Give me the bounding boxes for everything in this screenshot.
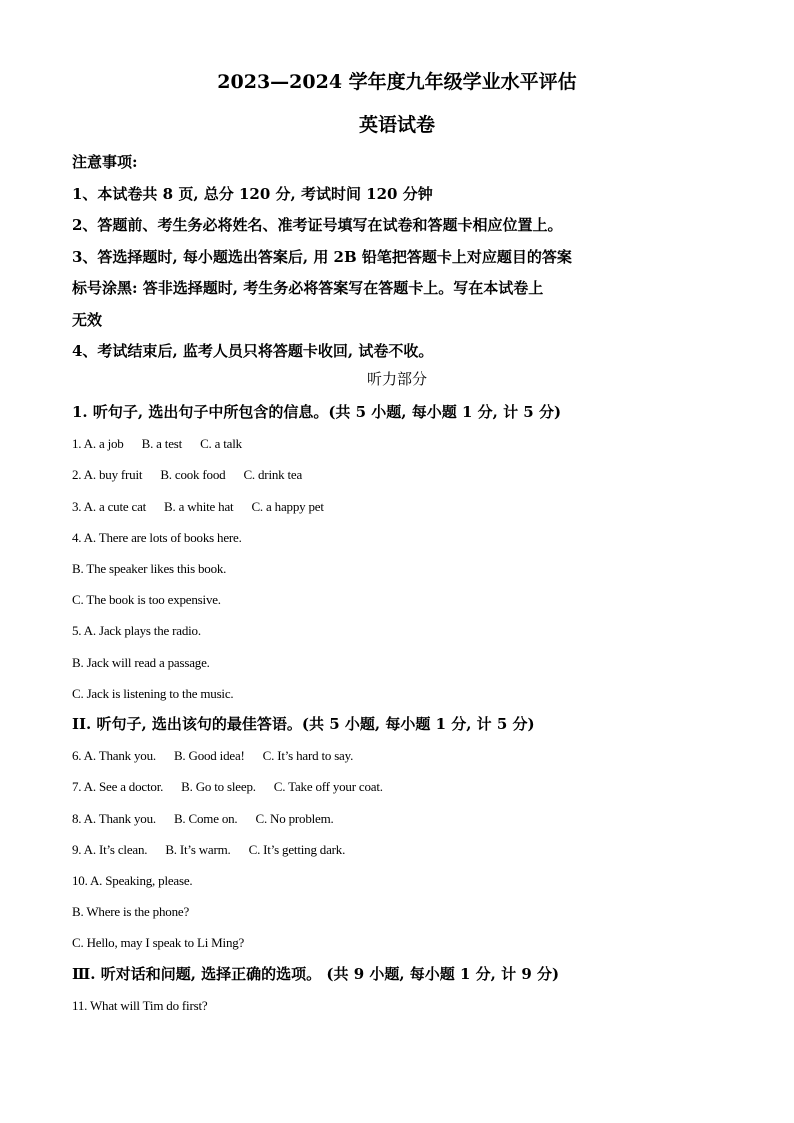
exam-title: 2023—2024 学年度九年级学业水平评估 xyxy=(217,71,577,93)
answer-option: C. Jack is listening to the music. xyxy=(72,685,234,701)
part-title: 听力部分 xyxy=(366,370,427,388)
note-line: 1、本试卷共 8 页, 总分 120 分, 考试时间 120 分钟 xyxy=(72,184,433,203)
note-line: 标号涂黑: 答非选择题时, 考生务必将答案写在答题卡上。写在本试卷上 xyxy=(72,279,544,297)
note-line: 2、答题前、考生务必将姓名、准考证号填写在试卷和答题卡相应位置上。 xyxy=(72,216,563,234)
answer-option: B. Come on. xyxy=(173,810,238,826)
answer-option: C. The book is too expensive. xyxy=(72,592,221,608)
answer-option: B. Go to sleep. xyxy=(181,779,256,795)
question-line xyxy=(72,491,732,522)
answer-option: 2. A. buy fruit xyxy=(72,467,143,483)
answer-option: 10. A. Speaking, please. xyxy=(72,873,193,889)
question-line xyxy=(72,740,732,771)
section-heading: 1. 听句子, 选出句子中所包含的信息。(共 5 小题, 每小题 1 分, 计 5 分) xyxy=(72,403,562,421)
answer-option: 4. A. There are lots of books here. xyxy=(72,529,242,545)
answer-option: B. It’s warm. xyxy=(165,841,231,857)
question-line xyxy=(72,553,732,584)
question-line xyxy=(72,428,732,459)
answer-option: 1. A. a job xyxy=(72,436,124,452)
question-content xyxy=(72,397,732,1021)
answer-option: B. Jack will read a passage. xyxy=(72,654,210,670)
answer-option: B. a white hat xyxy=(164,498,234,514)
question-line xyxy=(72,678,732,709)
note-line: 3、答选择题时, 每小题选出答案后, 用 2B 铅笔把答题卡上对应题目的答案 xyxy=(72,247,572,266)
section-heading: II. 听句子, 选出该句的最佳答语。(共 5 小题, 每小题 1 分, 计 5 分) xyxy=(72,715,535,734)
question-line xyxy=(72,584,732,615)
answer-option: C. Hello, may I speak to Li Ming? xyxy=(72,935,245,951)
question-line xyxy=(72,834,732,865)
question-line xyxy=(72,896,732,927)
question-line xyxy=(72,459,732,490)
answer-option: B. a test xyxy=(141,436,183,452)
note-line: 无效 xyxy=(72,310,103,329)
answer-option: 7. A. See a doctor. xyxy=(72,779,164,795)
answer-option: C. a happy pet xyxy=(251,498,324,514)
answer-option: 11. What will Tim do first? xyxy=(72,997,208,1013)
question-line xyxy=(72,803,732,834)
question-line xyxy=(72,865,732,896)
note-line: 4、考试结束后, 监考人员只将答题卡收回, 试卷不收。 xyxy=(72,342,434,360)
question-line xyxy=(72,522,732,553)
answer-option: 5. A. Jack plays the radio. xyxy=(72,623,201,639)
answer-option: 8. A. Thank you. xyxy=(72,810,156,826)
answer-option: C. It’s getting dark. xyxy=(248,841,346,857)
answer-option: B. Good idea! xyxy=(173,748,245,764)
notes-heading: 注意事项: xyxy=(72,153,138,171)
notes-block xyxy=(72,147,732,368)
question-line xyxy=(72,990,732,1021)
exam-subtitle: 英语试卷 xyxy=(358,114,435,136)
answer-option: 6. A. Thank you. xyxy=(72,748,156,764)
answer-option: 9. A. It’s clean. xyxy=(72,841,148,857)
question-line xyxy=(72,927,732,958)
section-heading: Ⅲ. 听对话和问题, 选择正确的选项。 (共 9 小题, 每小题 1 分, 计 9 分) xyxy=(72,964,560,983)
question-line xyxy=(72,771,732,802)
question-line xyxy=(72,647,732,678)
answer-option: C. drink tea xyxy=(243,467,303,483)
answer-option: B. cook food xyxy=(160,467,226,483)
answer-option: C. No problem. xyxy=(255,810,334,826)
answer-option: B. The speaker likes this book. xyxy=(72,561,227,577)
answer-option: C. It’s hard to say. xyxy=(262,748,354,764)
answer-option: 3. A. a cute cat xyxy=(72,498,147,514)
answer-option: B. Where is the phone? xyxy=(72,904,190,920)
question-line xyxy=(72,615,732,646)
answer-option: C. Take off your coat. xyxy=(273,779,383,795)
answer-option: C. a talk xyxy=(200,436,242,452)
